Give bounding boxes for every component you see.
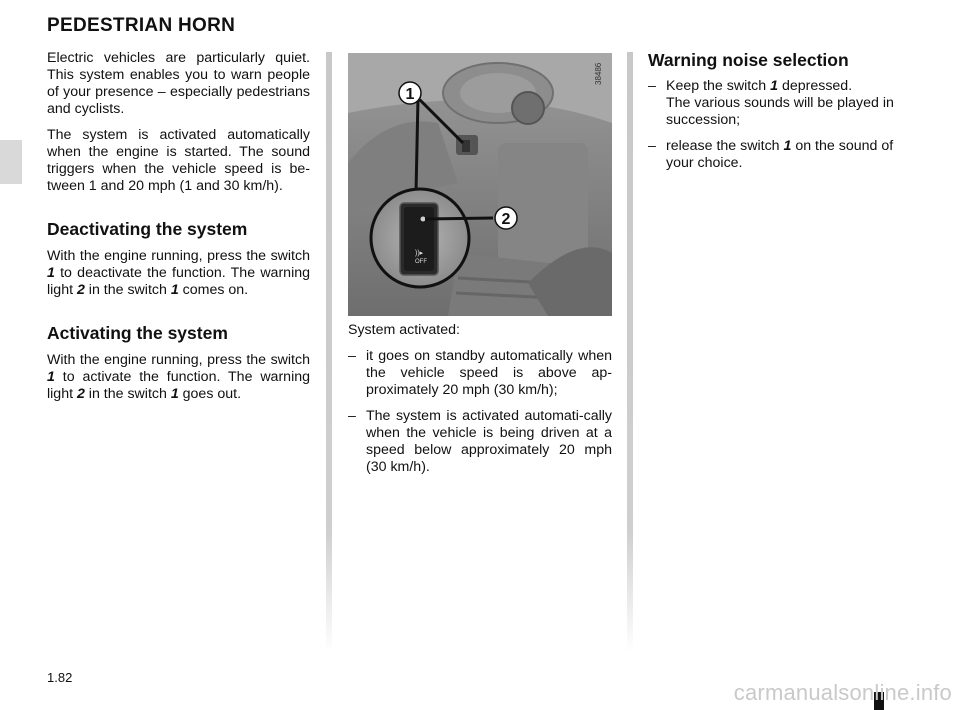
section-tab <box>0 140 22 184</box>
column-middle <box>348 322 612 485</box>
svg-text:))▸: ))▸ <box>415 250 424 257</box>
intro-paragraph: Electric vehicles are particularly quiet. This system enables you to warn people of your presence – especially pedestrians and cyclists. <box>47 50 310 117</box>
column-right <box>648 50 918 181</box>
photo-code: 38486 <box>594 62 603 85</box>
activate-paragraph: With the engine running, press the switch 1 to activate the function. The warning light 2 in the switch 1 goes out. <box>47 352 310 402</box>
deactivate-paragraph: With the engine running, press the switch 1 to deactivate the function. The warning light 2 in the switch 1 comes on. <box>47 248 310 298</box>
switch-ref: 1 <box>47 265 55 281</box>
column-divider <box>326 52 332 652</box>
intro-paragraph: The system is activated automatically when the engine is started. The sound triggers when the vehicle speed is be-tween 1 and 20 mph (1 and 30 km/h). <box>47 127 310 194</box>
switch-off-label: OFF <box>415 259 427 265</box>
section-heading-activate: Activating the system <box>47 323 228 343</box>
switch-ref: 1 <box>783 138 792 154</box>
section-heading-deactivate: Deactivating the system <box>47 219 248 239</box>
warning-light-ref: 2 <box>76 386 85 402</box>
section-heading-warning-noise: Warning noise selection <box>648 50 849 70</box>
column-left <box>47 50 310 412</box>
callout-1-label: 1 <box>405 86 415 103</box>
list-item: – The system is activated automati-cally when the vehicle is being driven at a speed below approximately 20 mph (30 km/h). <box>348 408 612 475</box>
page-number: 1.82 <box>47 670 73 685</box>
switch-ref: 1 <box>170 386 179 402</box>
dashboard-illustration <box>348 53 612 316</box>
column-divider <box>627 52 633 652</box>
list-item: – release the switch 1 on the sound of your choice. <box>648 138 894 171</box>
watermark: carmanualsonline.info <box>733 680 952 705</box>
switch-ref: 1 <box>170 282 179 298</box>
list-item: – Keep the switch 1 depressed. The various sounds will be played in succession; <box>648 78 894 128</box>
switch-ref: 1 <box>47 369 55 385</box>
warning-light-ref: 2 <box>76 282 85 298</box>
page-title: PEDESTRIAN HORN <box>47 15 236 36</box>
callout-2-label: 2 <box>501 211 511 228</box>
list-item: – it goes on standby automatically when the vehicle speed is above ap-proximately 20 mph (30 km/h); <box>348 348 612 398</box>
switch-ref: 1 <box>770 78 778 94</box>
dashboard-photo <box>348 53 612 316</box>
status-lead: System activated: <box>348 322 460 338</box>
